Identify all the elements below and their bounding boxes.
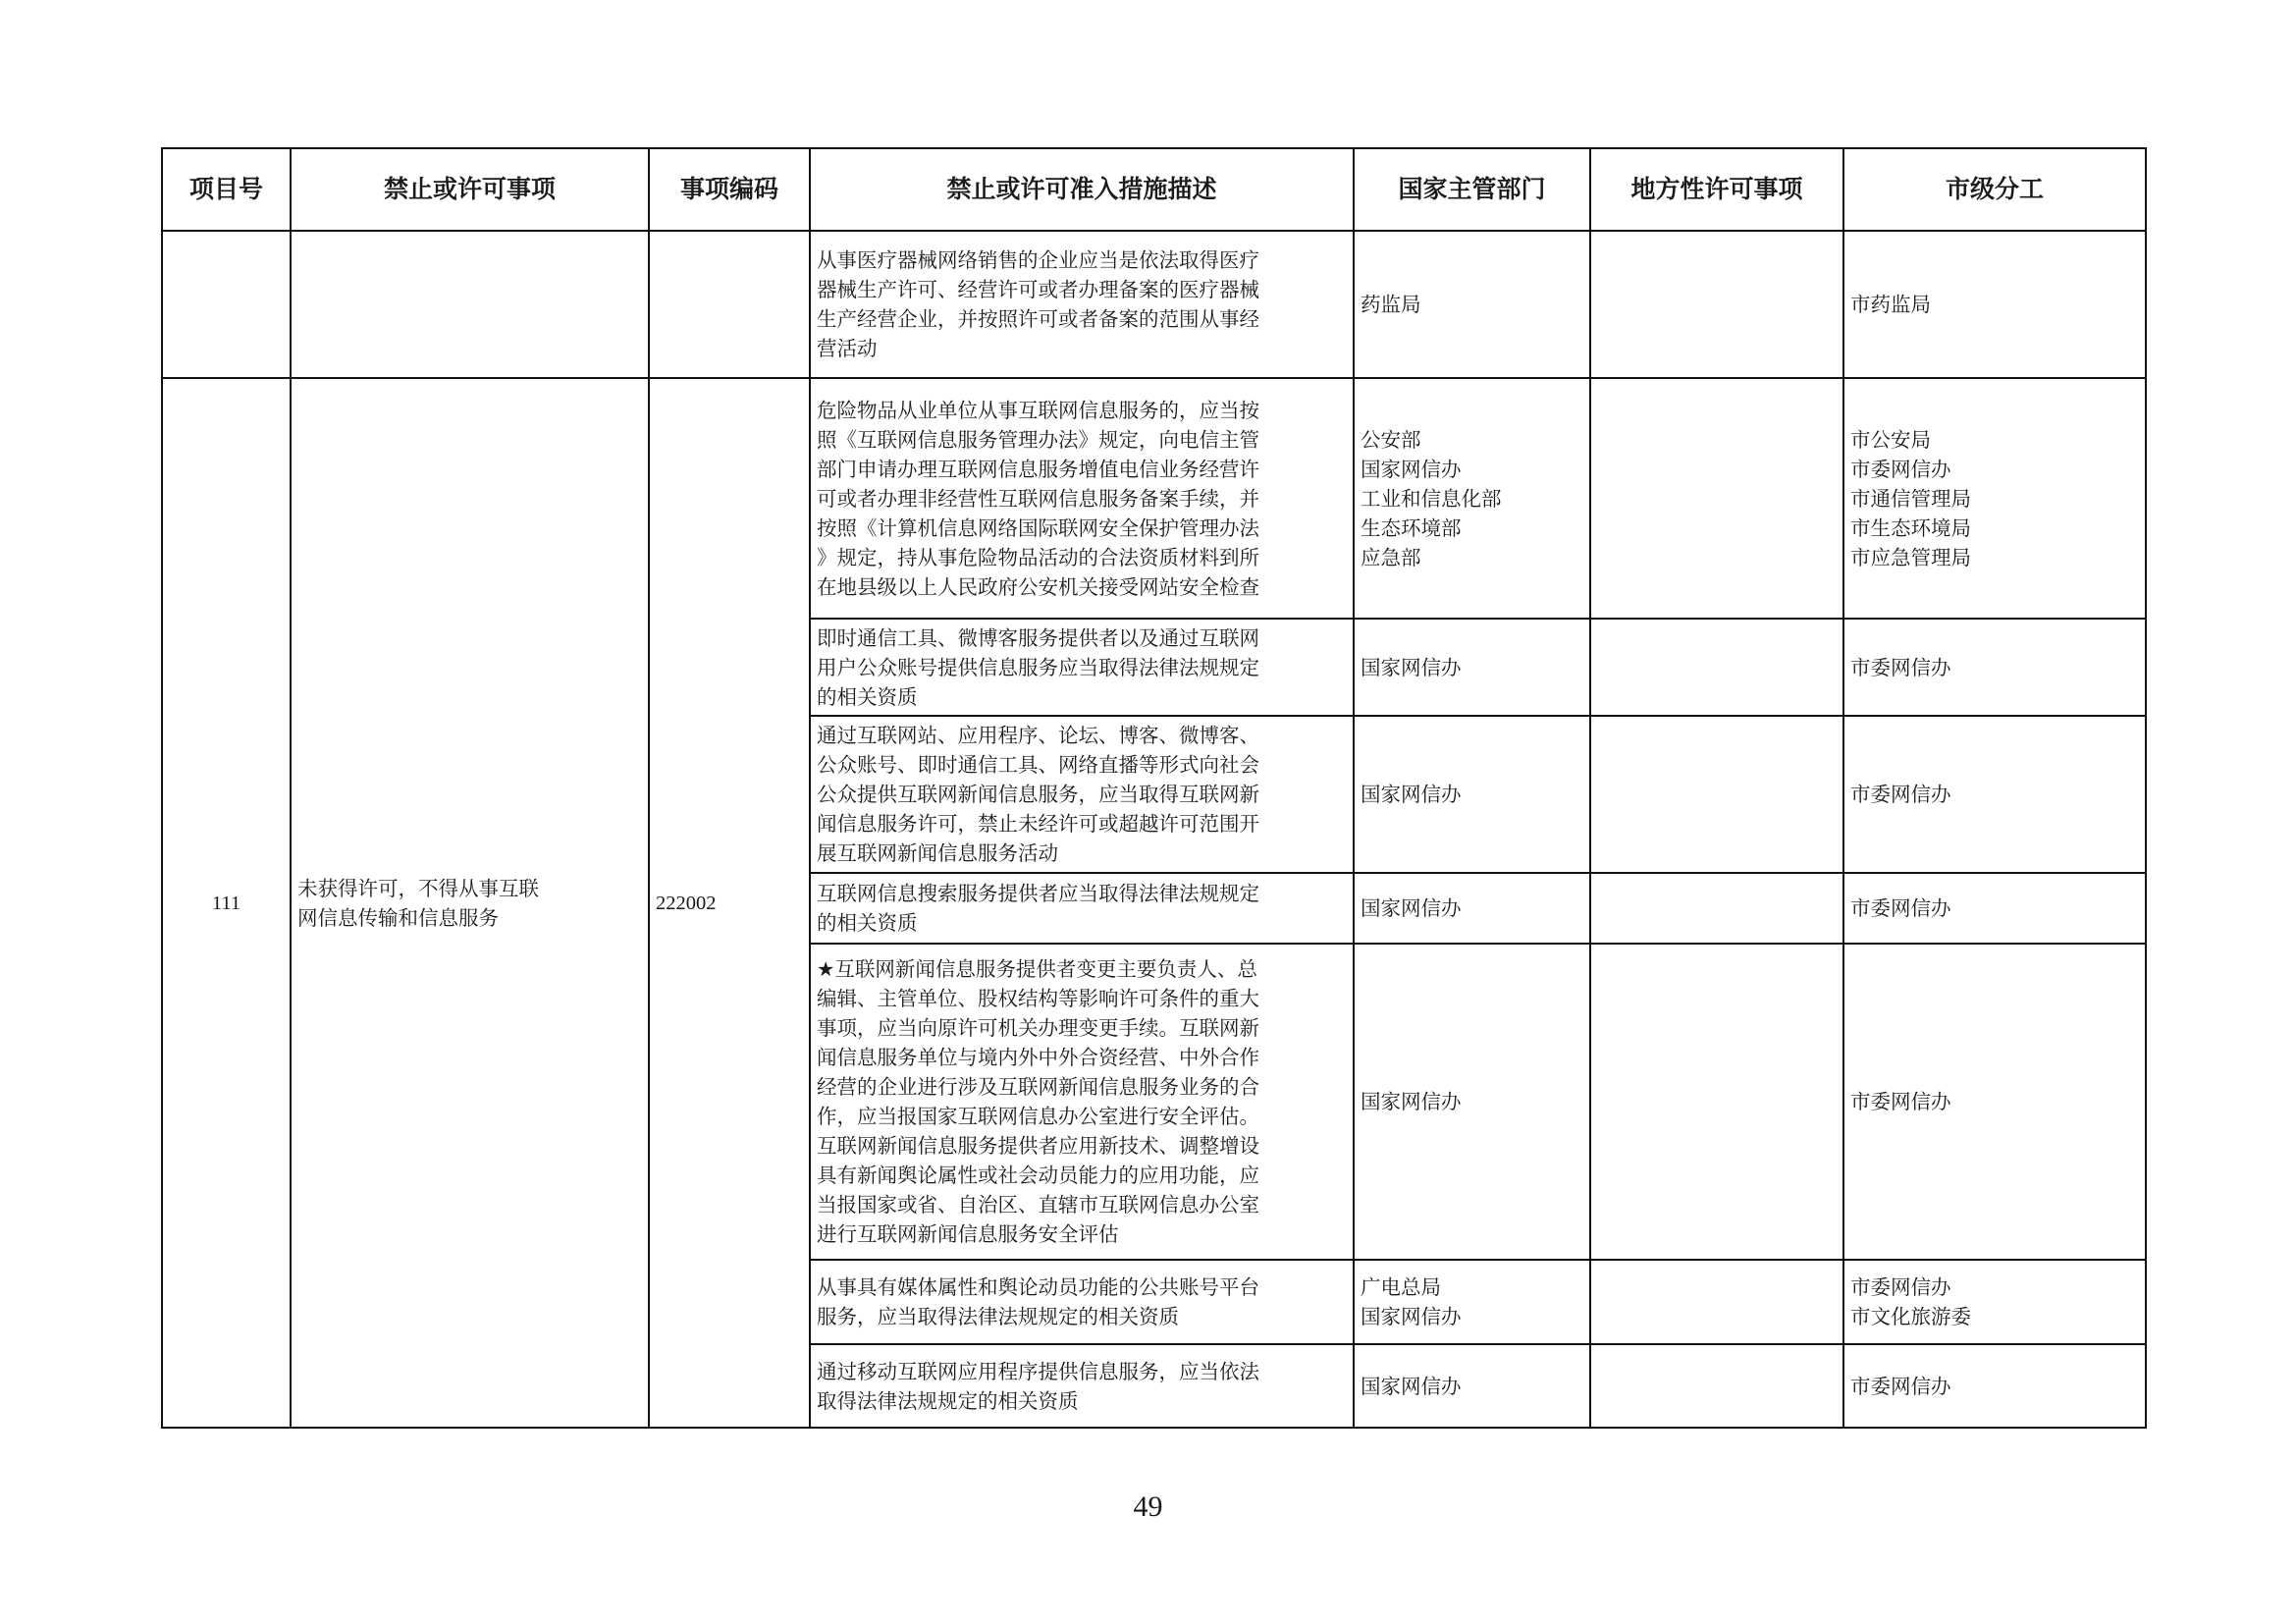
city-division: 市委网信办 bbox=[1843, 944, 2146, 1260]
local-item bbox=[1590, 873, 1843, 944]
header-item-number: 项目号 bbox=[162, 148, 291, 231]
city-division: 市委网信办 市文化旅游委 bbox=[1843, 1260, 2146, 1344]
measure-description: 互联网信息搜索服务提供者应当取得法律法规规定 的相关资质 bbox=[810, 873, 1354, 944]
city-division: 市委网信办 bbox=[1843, 619, 2146, 716]
item-name-cell bbox=[291, 231, 649, 378]
item-number: 111 bbox=[162, 378, 291, 1428]
item-code-cell bbox=[649, 231, 810, 378]
header-national-dept: 国家主管部门 bbox=[1354, 148, 1590, 231]
header-item-name: 禁止或许可事项 bbox=[291, 148, 649, 231]
item-number-cell bbox=[162, 231, 291, 378]
local-item bbox=[1590, 944, 1843, 1260]
header-local-item: 地方性许可事项 bbox=[1590, 148, 1843, 231]
page-number: 49 bbox=[1133, 1490, 1163, 1523]
national-dept: 国家网信办 bbox=[1354, 1344, 1590, 1428]
header-item-code: 事项编码 bbox=[649, 148, 810, 231]
local-item bbox=[1590, 378, 1843, 619]
measure-description: ★互联网新闻信息服务提供者变更主要负责人、总 编辑、主管单位、股权结构等影响许可条件的重大 事项，应当向原许可机关办理变更手续。互联网新 闻信息服务单位与境内外中外合资经营、中外合作 经营的企业进行涉及互联网新闻信息服务业务的合 作，应当报国家互联网信息办公室进行安全评估。 互联网新闻信息服务提供者应用新技术、调整增设 具有新闻舆论属性或社会动员能力的应用功能，应 当报国家或省、自治区、直辖市互联网信息办公室 进行互联网新闻信息服务安全评估 bbox=[810, 944, 1354, 1260]
item-code: 222002 bbox=[649, 378, 810, 1428]
measure-description: 通过互联网站、应用程序、论坛、博客、微博客、 公众账号、即时通信工具、网络直播等形式向社会 公众提供互联网新闻信息服务，应当取得互联网新 闻信息服务许可，禁止未经许可或超越许可范围开 展互联网新闻信息服务活动 bbox=[810, 716, 1354, 873]
national-dept: 药监局 bbox=[1354, 231, 1590, 378]
city-division: 市委网信办 bbox=[1843, 716, 2146, 873]
measure-description: 即时通信工具、微博客服务提供者以及通过互联网 用户公众账号提供信息服务应当取得法律法规规定 的相关资质 bbox=[810, 619, 1354, 716]
national-dept: 国家网信办 bbox=[1354, 619, 1590, 716]
header-measure-description: 禁止或许可准入措施描述 bbox=[810, 148, 1354, 231]
local-item bbox=[1590, 716, 1843, 873]
national-dept: 国家网信办 bbox=[1354, 873, 1590, 944]
measure-description: 从事具有媒体属性和舆论动员功能的公共账号平台 服务，应当取得法律法规规定的相关资质 bbox=[810, 1260, 1354, 1344]
measure-description: 从事医疗器械网络销售的企业应当是依法取得医疗 器械生产许可、经营许可或者办理备案的医疗器械 生产经营企业，并按照许可或者备案的范围从事经 营活动 bbox=[810, 231, 1354, 378]
local-item bbox=[1590, 231, 1843, 378]
measure-description: 通过移动互联网应用程序提供信息服务，应当依法 取得法律法规规定的相关资质 bbox=[810, 1344, 1354, 1428]
local-item bbox=[1590, 1344, 1843, 1428]
local-item bbox=[1590, 619, 1843, 716]
item-name: 未获得许可，不得从事互联 网信息传输和信息服务 bbox=[291, 378, 649, 1428]
city-division: 市委网信办 bbox=[1843, 1344, 2146, 1428]
header-row bbox=[162, 148, 2146, 231]
national-dept: 公安部 国家网信办 工业和信息化部 生态环境部 应急部 bbox=[1354, 378, 1590, 619]
header-city-division: 市级分工 bbox=[1843, 148, 2146, 231]
city-division: 市委网信办 bbox=[1843, 873, 2146, 944]
table-row bbox=[162, 231, 2146, 378]
local-item bbox=[1590, 1260, 1843, 1344]
table-row bbox=[162, 378, 2146, 619]
national-dept: 国家网信办 bbox=[1354, 944, 1590, 1260]
national-dept: 国家网信办 bbox=[1354, 716, 1590, 873]
city-division: 市药监局 bbox=[1843, 231, 2146, 378]
permit-table bbox=[161, 147, 2147, 1429]
national-dept: 广电总局 国家网信办 bbox=[1354, 1260, 1590, 1344]
city-division: 市公安局 市委网信办 市通信管理局 市生态环境局 市应急管理局 bbox=[1843, 378, 2146, 619]
measure-description: 危险物品从业单位从事互联网信息服务的，应当按 照《互联网信息服务管理办法》规定，向电信主管 部门申请办理互联网信息服务增值电信业务经营许 可或者办理非经营性互联网信息服务备案手续，并 按照《计算机信息网络国际联网安全保护管理办法 》规定，持从事危险物品活动的合法资质材料到所 在地县级以上人民政府公安机关接受网站安全检查 bbox=[810, 378, 1354, 619]
